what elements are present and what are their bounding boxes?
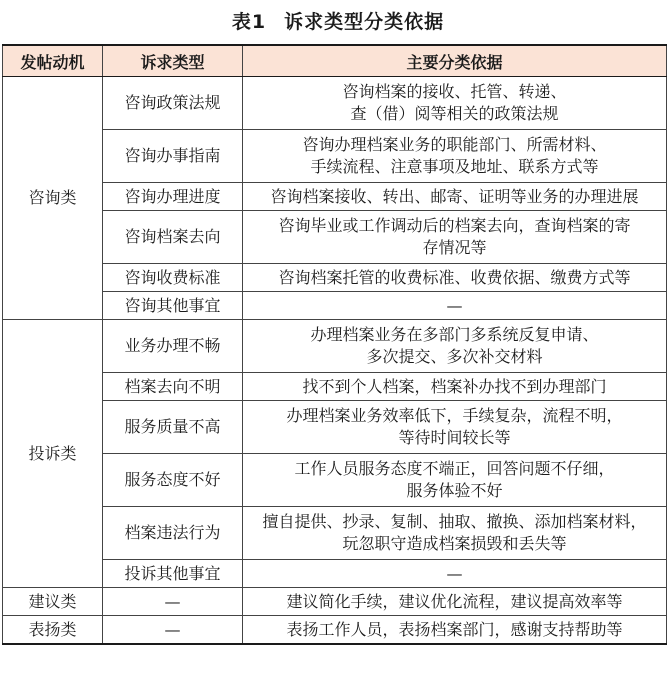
header-motive: 发帖动机 xyxy=(3,45,103,77)
motive-cell: 建议类 xyxy=(3,588,103,616)
basis-cell: 咨询档案接收、转出、邮寄、证明等业务的办理进展 xyxy=(243,183,667,211)
table-row xyxy=(3,560,667,588)
table-row xyxy=(3,373,667,401)
type-cell: 咨询其他事宜 xyxy=(103,292,243,320)
table-row xyxy=(3,292,667,320)
basis-cell: 表扬工作人员，表扬档案部门，感谢支持帮助等 xyxy=(243,616,667,645)
type-cell: 服务质量不高 xyxy=(103,401,243,454)
table-row xyxy=(3,183,667,211)
basis-cell: 咨询档案托管的收费标准、收费依据、缴费方式等 xyxy=(243,264,667,292)
table-number: 表1 xyxy=(231,11,267,33)
table-row xyxy=(3,211,667,264)
header-row xyxy=(3,45,667,77)
table-caption: 诉求类型分类依据 xyxy=(284,11,445,33)
table-row xyxy=(3,454,667,507)
basis-cell: 咨询办理档案业务的职能部门、所需材料、 手续流程、注意事项及地址、联系方式等 xyxy=(243,130,667,183)
type-cell: 档案去向不明 xyxy=(103,373,243,401)
classification-table xyxy=(2,44,667,645)
type-cell: 咨询收费标准 xyxy=(103,264,243,292)
type-cell: 咨询办理进度 xyxy=(103,183,243,211)
type-cell: 投诉其他事宜 xyxy=(103,560,243,588)
type-cell: 咨询办事指南 xyxy=(103,130,243,183)
type-cell: — xyxy=(103,588,243,616)
table-row xyxy=(3,401,667,454)
header-basis: 主要分类依据 xyxy=(243,45,667,77)
table-row xyxy=(3,616,667,645)
type-cell: 业务办理不畅 xyxy=(103,320,243,373)
table-row xyxy=(3,264,667,292)
motive-cell: 咨询类 xyxy=(3,77,103,320)
basis-cell: 办理档案业务在多部门多系统反复申请、 多次提交、多次补交材料 xyxy=(243,320,667,373)
basis-cell: 建议简化手续，建议优化流程，建议提高效率等 xyxy=(243,588,667,616)
header-type: 诉求类型 xyxy=(103,45,243,77)
basis-cell: — xyxy=(243,292,667,320)
type-cell: 档案违法行为 xyxy=(103,507,243,560)
basis-cell: — xyxy=(243,560,667,588)
table-row xyxy=(3,130,667,183)
basis-cell: 咨询档案的接收、托管、转递、 查（借）阅等相关的政策法规 xyxy=(243,77,667,130)
type-cell: 咨询政策法规 xyxy=(103,77,243,130)
motive-cell: 投诉类 xyxy=(3,320,103,588)
table-row xyxy=(3,320,667,373)
type-cell: — xyxy=(103,616,243,645)
table-title xyxy=(2,0,668,44)
motive-cell: 表扬类 xyxy=(3,616,103,645)
table-row xyxy=(3,77,667,130)
type-cell: 服务态度不好 xyxy=(103,454,243,507)
basis-cell: 擅自提供、抄录、复制、抽取、撤换、添加档案材料， 玩忽职守造成档案损毁和丢失等 xyxy=(243,507,667,560)
basis-cell: 找不到个人档案，档案补办找不到办理部门 xyxy=(243,373,667,401)
basis-cell: 工作人员服务态度不端正，回答问题不仔细， 服务体验不好 xyxy=(243,454,667,507)
type-cell: 咨询档案去向 xyxy=(103,211,243,264)
table-row xyxy=(3,507,667,560)
table-row xyxy=(3,588,667,616)
basis-cell: 咨询毕业或工作调动后的档案去向，查询档案的寄 存情况等 xyxy=(243,211,667,264)
basis-cell: 办理档案业务效率低下，手续复杂，流程不明， 等待时间较长等 xyxy=(243,401,667,454)
